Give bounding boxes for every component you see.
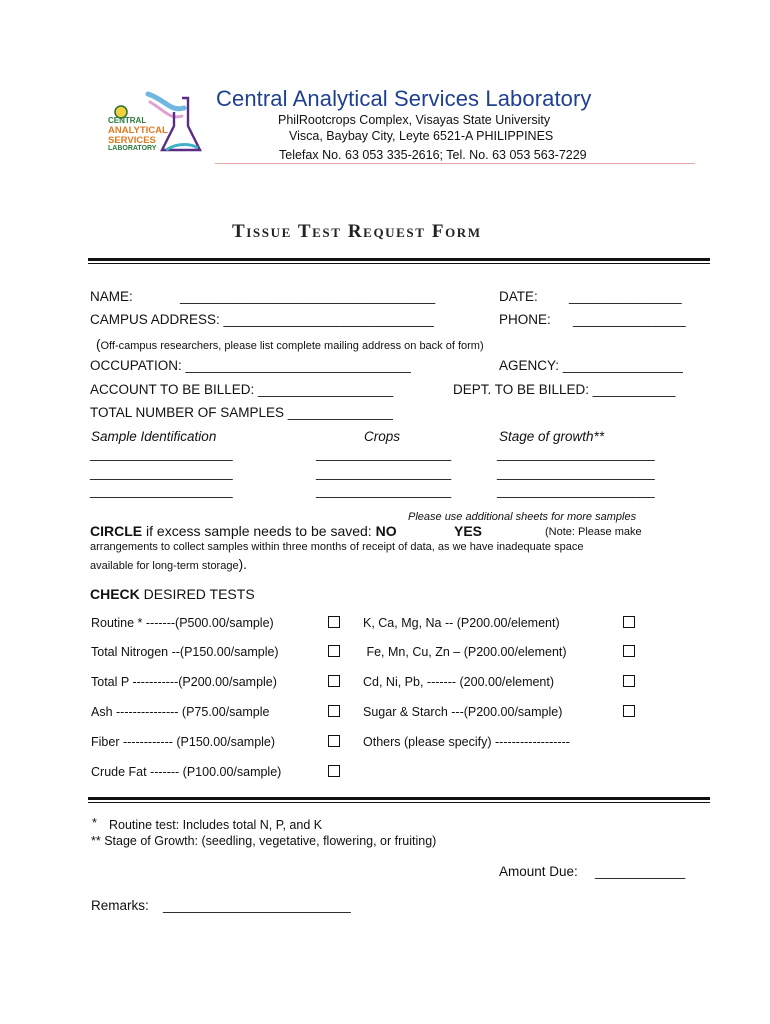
tests-rule-thick xyxy=(88,797,710,800)
test-total-p-checkbox[interactable] xyxy=(328,675,340,687)
test-routine-label: Routine * -------(P500.00/sample) xyxy=(91,616,274,630)
check-tests-heading xyxy=(90,586,255,602)
offcampus-text: Off-campus researchers, please list complete mailing address on back of form) xyxy=(100,340,484,352)
stage-blank[interactable]: _____________________ xyxy=(497,465,655,480)
lab-title: Central Analytical Services Laboratory xyxy=(216,86,592,111)
check-bold: CHECK xyxy=(90,586,140,602)
title-rule-thin xyxy=(88,263,710,264)
sample-blank[interactable]: ___________________ xyxy=(90,483,233,498)
lab-address-1: PhilRootcrops Complex, Visayas State University xyxy=(278,113,551,127)
footnote-routine: Routine test: Includes total N, P, and K xyxy=(109,818,323,832)
test-routine-checkbox[interactable] xyxy=(328,616,340,628)
dept-billed-field[interactable]: DEPT. TO BE BILLED: ___________ xyxy=(453,382,676,397)
logo xyxy=(104,90,216,160)
col-stage-of-growth: Stage of growth** xyxy=(499,429,605,444)
name-field[interactable]: __________________________________ xyxy=(180,289,436,304)
remarks-field[interactable]: _________________________ xyxy=(163,898,351,913)
test-fiber-checkbox[interactable] xyxy=(328,735,340,747)
test-cd-ni-pb-label: Cd, Ni, Pb, ------- (200.00/element) xyxy=(363,675,555,689)
lab-address-2: Visca, Baybay City, Leyte 6521-A PHILIPPINES xyxy=(289,129,554,143)
offcampus-paren: ( xyxy=(96,337,101,352)
test-fe-mn-cu-zn-checkbox[interactable] xyxy=(623,645,635,657)
test-crude-fat-label: Crude Fat ------- (P100.00/sample) xyxy=(91,765,282,779)
test-total-nitrogen-checkbox[interactable] xyxy=(328,645,340,657)
stage-blank[interactable]: _____________________ xyxy=(497,483,655,498)
col-crops: Crops xyxy=(364,429,401,444)
phone-label: PHONE: xyxy=(499,312,551,327)
additional-sheets-note: Please use additional sheets for more samples xyxy=(408,511,637,523)
remarks-label: Remarks: xyxy=(91,898,149,913)
circle-yes-option[interactable]: YES xyxy=(454,523,483,539)
circle-bold: CIRCLE xyxy=(90,523,143,539)
col-sample-identification: Sample Identification xyxy=(91,429,217,444)
note-line-3-end: ). xyxy=(238,557,247,572)
amount-due-field[interactable]: ____________ xyxy=(595,864,686,879)
crops-blank[interactable]: __________________ xyxy=(316,465,452,480)
test-k-ca-mg-na-checkbox[interactable] xyxy=(623,616,635,628)
test-total-p-label: Total P -----------(P200.00/sample) xyxy=(91,675,277,689)
footnote-star: * xyxy=(92,816,97,830)
date-label: DATE: xyxy=(499,289,538,304)
circle-text: if excess sample needs to be saved: xyxy=(142,523,376,539)
crops-blank[interactable]: __________________ xyxy=(316,483,452,498)
amount-due-label: Amount Due: xyxy=(499,864,578,879)
test-fe-mn-cu-zn-label: Fe, Mn, Cu, Zn – (P200.00/element) xyxy=(363,645,567,659)
note-start: (Note: Please make xyxy=(545,526,642,538)
logo-text-4: LABORATORY xyxy=(108,145,157,152)
logo-text-3: SERVICES xyxy=(108,135,156,146)
test-sugar-starch-label: Sugar & Starch ---(P200.00/sample) xyxy=(363,705,563,719)
title-rule-thick xyxy=(88,258,710,261)
total-samples-field[interactable]: TOTAL NUMBER OF SAMPLES ______________ xyxy=(90,405,393,420)
footnote-stage: ** Stage of Growth: (seedling, vegetative, flowering, or fruiting) xyxy=(91,834,437,848)
crops-blank[interactable]: __________________ xyxy=(316,446,452,461)
occupation-field[interactable]: OCCUPATION: ______________________________ xyxy=(90,358,411,373)
note-line-3 xyxy=(90,556,247,574)
lab-contact: Telefax No. 63 053 335-2616; Tel. No. 63 053 563-7229 xyxy=(279,148,587,162)
note-line-3-text: available for long-term storage xyxy=(90,560,239,572)
circle-instruction xyxy=(90,523,397,539)
note-line-2: arrangements to collect samples within three months of receipt of data, as we have inadequate space xyxy=(90,541,584,553)
name-label: NAME: xyxy=(90,289,133,304)
circle-no-option[interactable]: NO xyxy=(375,523,397,539)
test-ash-checkbox[interactable] xyxy=(328,705,340,717)
campus-address-field[interactable]: CAMPUS ADDRESS: ____________________________ xyxy=(90,312,434,327)
agency-field[interactable]: AGENCY: ________________ xyxy=(499,358,683,373)
test-cd-ni-pb-checkbox[interactable] xyxy=(623,675,635,687)
date-field[interactable]: _______________ xyxy=(569,289,682,304)
test-others-field[interactable]: Others (please specify) ------------------ xyxy=(363,735,570,749)
stage-blank[interactable]: _____________________ xyxy=(497,446,655,461)
check-text: DESIRED TESTS xyxy=(139,586,255,602)
test-ash-label: Ash --------------- (P75.00/sample xyxy=(91,705,270,719)
logo-text-1: CENTRAL xyxy=(108,116,147,125)
tests-rule-thin xyxy=(88,802,710,803)
test-sugar-starch-checkbox[interactable] xyxy=(623,705,635,717)
logo-text-2: ANALYTICAL xyxy=(108,125,168,136)
header-rule xyxy=(215,163,695,164)
sample-blank[interactable]: ___________________ xyxy=(90,446,233,461)
sample-blank[interactable]: ___________________ xyxy=(90,465,233,480)
phone-field[interactable]: _______________ xyxy=(573,312,686,327)
test-k-ca-mg-na-label: K, Ca, Mg, Na -- (P200.00/element) xyxy=(363,616,560,630)
offcampus-note xyxy=(96,337,484,352)
test-fiber-label: Fiber ------------ (P150.00/sample) xyxy=(91,735,276,749)
account-billed-field[interactable]: ACCOUNT TO BE BILLED: __________________ xyxy=(90,382,394,397)
test-crude-fat-checkbox[interactable] xyxy=(328,765,340,777)
test-total-nitrogen-label: Total Nitrogen --(P150.00/sample) xyxy=(91,645,279,659)
form-title: Tissue Test Request Form xyxy=(232,221,482,242)
